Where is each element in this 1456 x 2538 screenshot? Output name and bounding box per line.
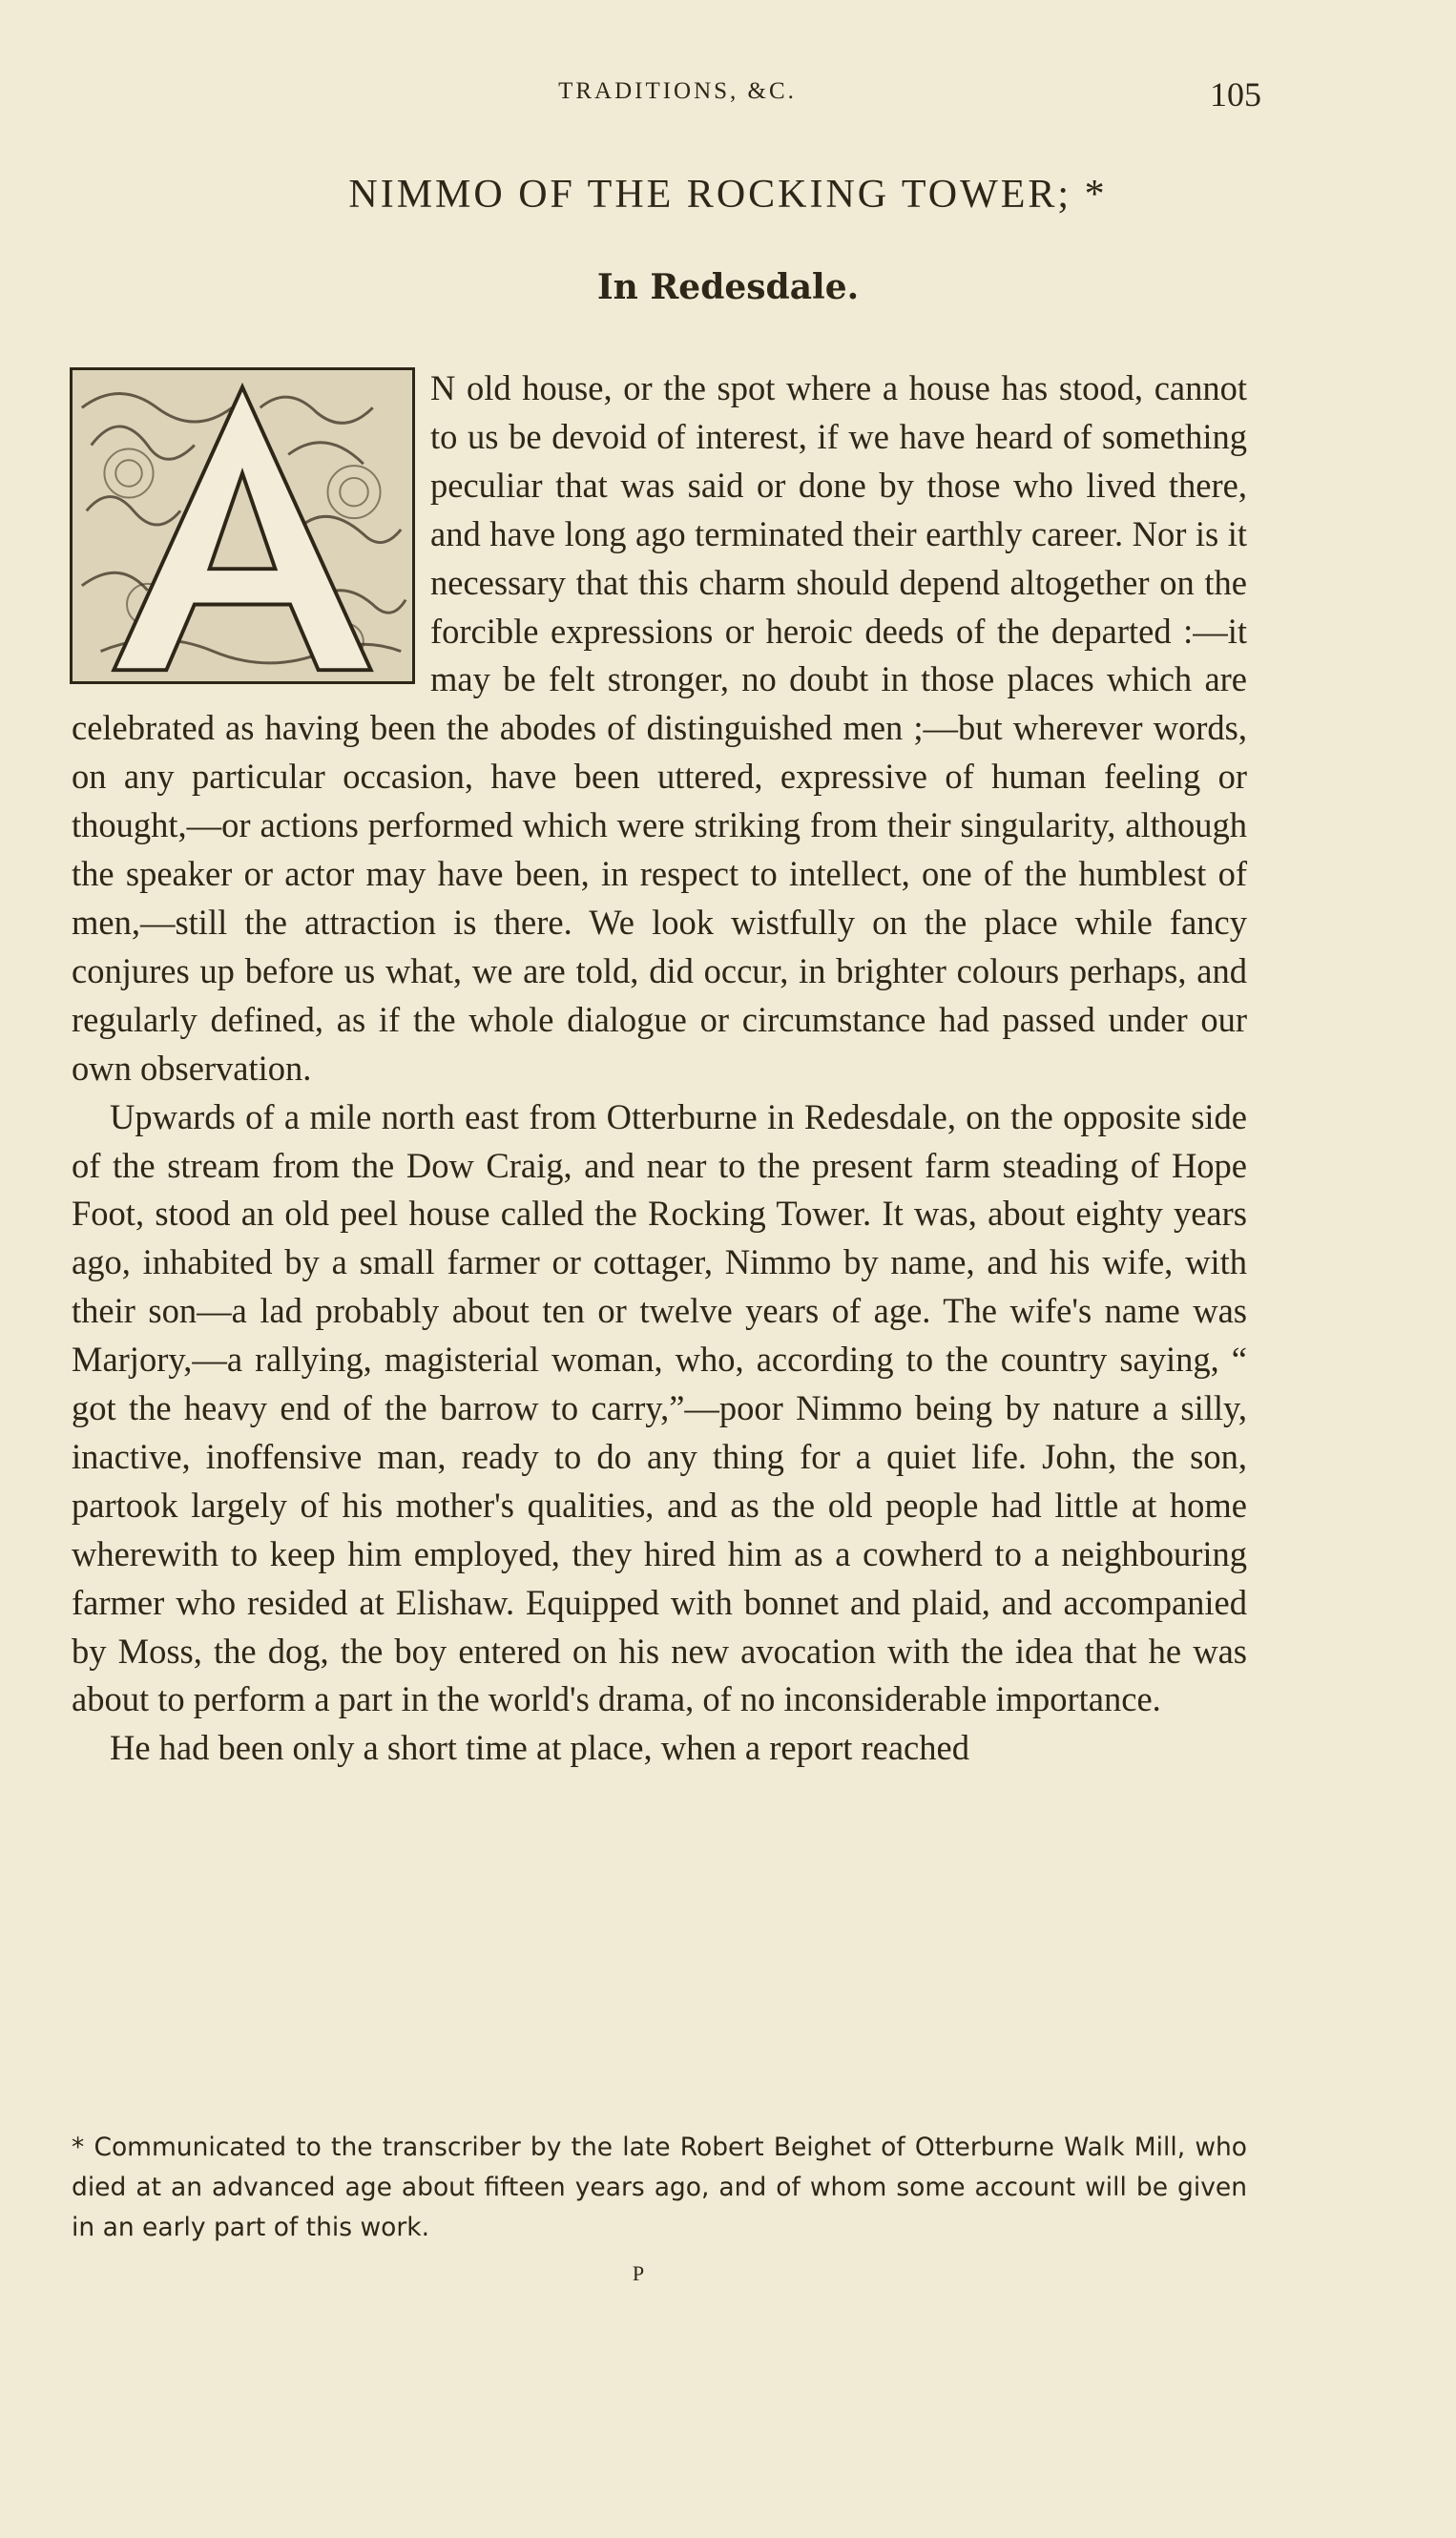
paragraph-1: N old house, or the spot where a house has stood, cannot to us be devoid of interest, if we have heard of something peculiar that was said or done by those who lived there, and have long ago terminated their earthly career. Nor is it necessary that this charm should depend altogether on the forcible expressions or heroic deeds of the departed :—it may be felt stronger, no doubt in those places which are celebrated as having been the abodes of distinguished men ;—but wherever words, on any particular occasion, have been uttered, expressive of human feeling or thought,—or actions performed which were striking from their singularity, although the speaker or actor may have been, in respect to intellect, one of the humblest of men,—still the attraction is there. We look wistfully on the place while fancy conjures up before us what, we are told, did occur, in brighter colours perhaps, and regularly defined, as if the whole dialogue or circumstance had passed under our own observation. bbox=[72, 368, 1247, 1088]
paragraph-2: Upwards of a mile north east from Otterburne in Redesdale, on the opposite side of the stream from the Dow Craig, and near to the present farm steading of Hope Foot, stood an old peel house called the Rocking Tower. It was, about eighty years ago, inhabited by a small farmer or cottager, Nimmo by name, and his wife, with their son—a lad probably about ten or twelve years of age. The wife's name was Marjory,—a rallying, magisterial woman, who, according to the country saying, “ got the heavy end of the barrow to carry,”—poor Nimmo being by nature a silly, inactive, inoffensive man, ready to do any thing for a quiet life. John, the son, partook largely of his mother's qualities, and as the old people had little at home wherewith to keep him employed, they hired him as a cowherd to a neighbouring farmer who resided at Elishaw. Equipped with bonnet and plaid, and accompanied by Moss, the dog, the boy entered on his new avocation with the idea that he was about to perform a part in the world's drama, of no inconsiderable importance. bbox=[72, 1096, 1247, 1719]
signature-mark: P bbox=[632, 2261, 647, 2285]
page-number: 105 bbox=[1210, 75, 1261, 114]
paragraph-3: He had been only a short time at place, when a report reached bbox=[110, 1728, 969, 1768]
running-head: TRADITIONS, &C. bbox=[558, 78, 797, 104]
chapter-subtitle: In Redesdale. bbox=[596, 267, 860, 307]
body-text bbox=[72, 364, 1247, 1773]
ornate-initial-a-icon bbox=[70, 367, 415, 684]
chapter-title: NIMMO OF THE ROCKING TOWER; * bbox=[348, 173, 1108, 217]
footnote: * Communicated to the transcriber by the late Robert Beighet of Otterburne Walk Mill, who died at an advanced age about fifteen years ago, and of whom some account will be given in an early part of this work. bbox=[72, 2132, 1247, 2242]
